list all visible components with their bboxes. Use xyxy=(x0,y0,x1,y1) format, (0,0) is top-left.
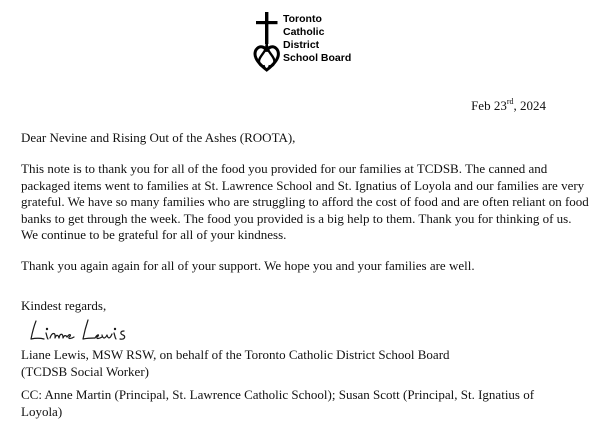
logo-line-district: District xyxy=(283,39,320,51)
letter-date xyxy=(471,98,546,114)
body-paragraph-1: This note is to thank you for all of the food you provided for our families at TCDSB. The canned and packaged items went to families at St. Lawrence School and St. Ignatius of Loyola and our families are very grateful. We have so many families who are struggling to afford the cost of food and are often reliant on food banks to get through the week. The food you provided is a big help to them. Thank you for thinking of us. We continue to be grateful for all of your kindness. xyxy=(21,161,589,242)
cc-line-1: CC: Anne Martin (Principal, St. Lawrence Catholic School); Susan Scott (Principal, St. Ignatius of xyxy=(21,387,535,402)
signer-block xyxy=(21,347,591,380)
cc-block xyxy=(21,387,591,420)
signer-name-line: Liane Lewis, MSW RSW, on behalf of the Toronto Catholic District School Board xyxy=(21,347,450,362)
logo-wordmark xyxy=(283,13,351,65)
cc-line-2: Loyola) xyxy=(21,403,63,419)
date-month-day: Feb 23 xyxy=(471,98,507,113)
handwritten-signature xyxy=(28,316,148,346)
date-ordinal: rd xyxy=(506,96,514,106)
cross-heart-icon xyxy=(253,12,281,72)
logo-line-catholic: Catholic xyxy=(283,26,325,38)
closing: Kindest regards, xyxy=(21,298,107,313)
tcdsb-logo xyxy=(253,12,353,72)
logo-line-school-board: School Board xyxy=(283,52,352,64)
signer-title-line: (TCDSB Social Worker) xyxy=(21,363,149,379)
salutation: Dear Nevine and Rising Out of the Ashes (ROOTA), xyxy=(21,130,296,145)
date-year: , 2024 xyxy=(513,98,546,113)
body-paragraph-2: Thank you again again for all of your support. We hope you and your families are well. xyxy=(21,258,475,273)
logo-line-toronto: Toronto xyxy=(283,13,322,25)
